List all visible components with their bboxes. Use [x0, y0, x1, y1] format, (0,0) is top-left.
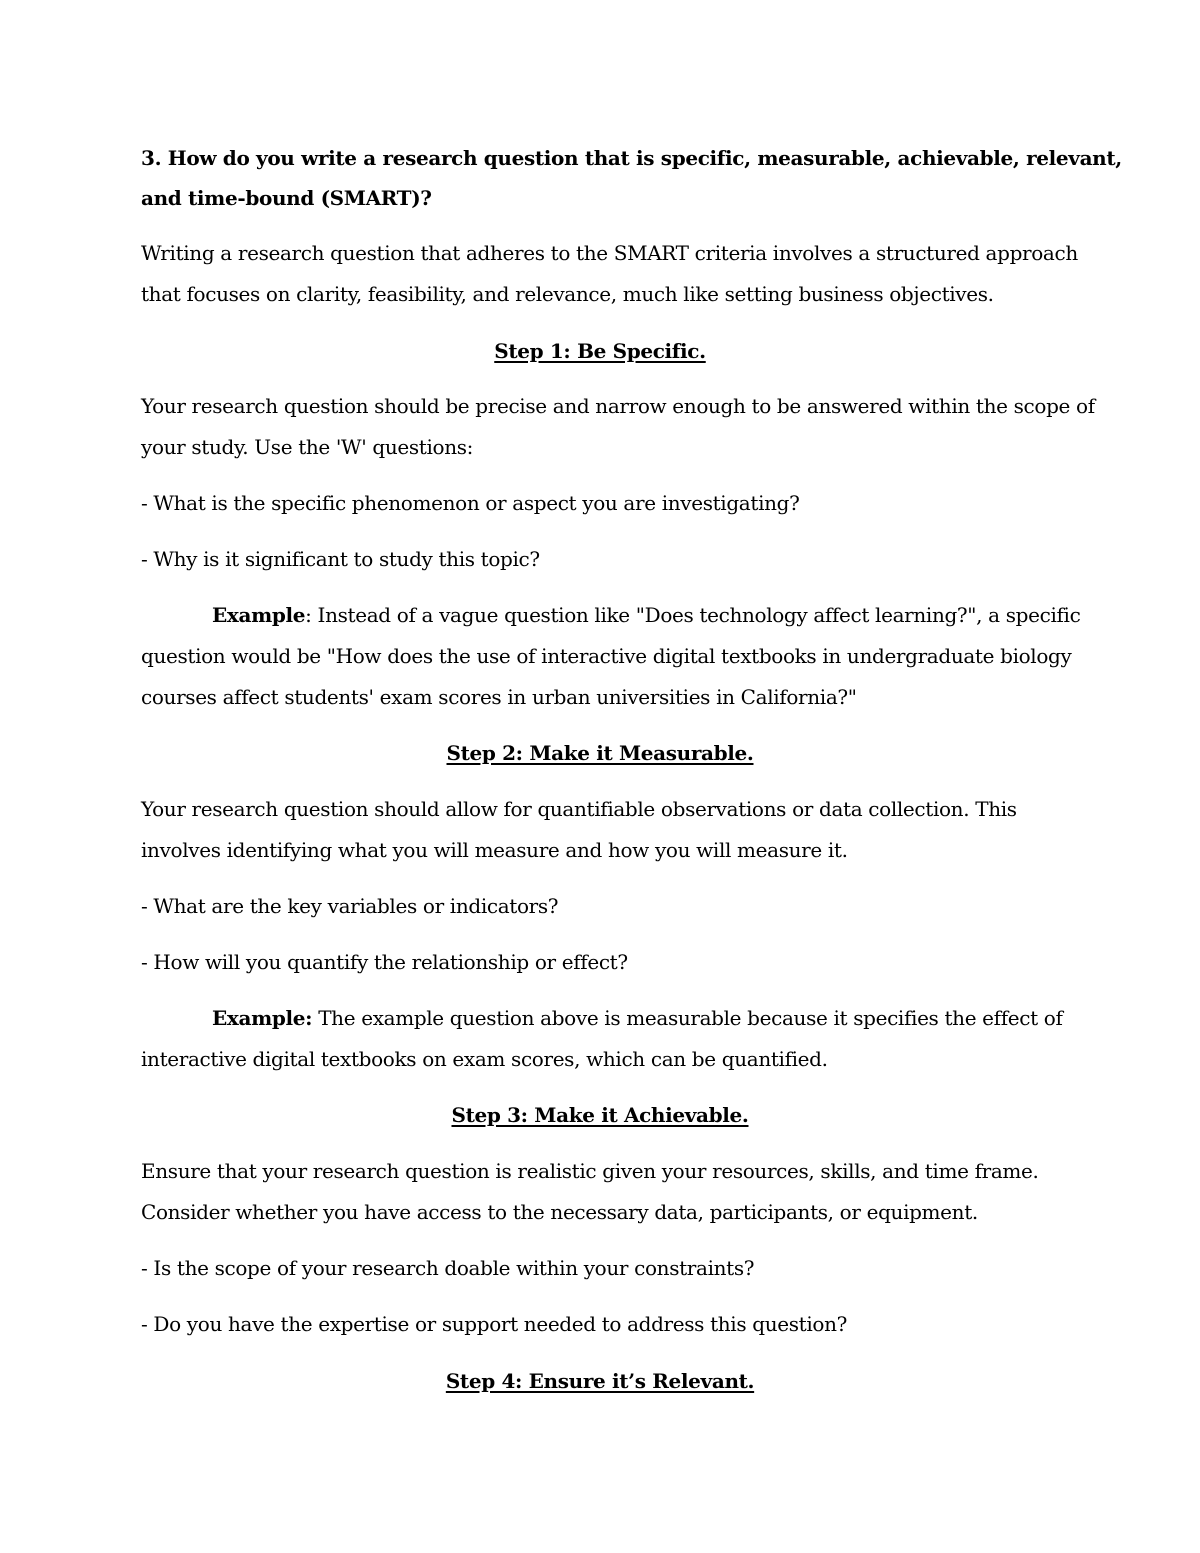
step-1-example [212, 602, 1080, 628]
step-2-body: Your research question should allow for quantifiable observations or data collection. This [141, 797, 1017, 821]
step-2-bullet-1: - What are the key variables or indicators? [141, 894, 559, 918]
step-3-heading: Step 3: Make it Achievable. [451, 1103, 749, 1127]
step-1-heading: Step 1: Be Specific. [494, 339, 706, 363]
step-2-bullet-2: - How will you quantify the relationship or effect? [141, 950, 628, 974]
intro-paragraph-continued: that focuses on clarity, feasibility, and relevance, much like setting business objectives. [141, 282, 994, 306]
step-1-body-continued: your study. Use the 'W' questions: [141, 435, 474, 459]
question-heading: 3. How do you write a research question that is specific, measurable, achievable, relevant, [141, 146, 1122, 170]
step-2-heading: Step 2: Make it Measurable. [446, 741, 754, 765]
question-heading-continued: and time-bound (SMART)? [141, 186, 432, 210]
step-3-body-continued: Consider whether you have access to the necessary data, participants, or equipment. [141, 1200, 978, 1224]
step-4-heading: Step 4: Ensure it’s Relevant. [445, 1369, 755, 1393]
step-3-bullet-1: - Is the scope of your research doable within your constraints? [141, 1256, 755, 1280]
example-label: Example [212, 603, 306, 627]
step-1-bullet-2: - Why is it significant to study this topic? [141, 547, 540, 571]
example-text: : Instead of a vague question like "Does technology affect learning?", a specific [305, 603, 1081, 627]
step-2-body-continued: involves identifying what you will measure and how you will measure it. [141, 838, 848, 862]
step-3-body: Ensure that your research question is realistic given your resources, skills, and time frame. [141, 1159, 1039, 1183]
step-3-bullet-2: - Do you have the expertise or support needed to address this question? [141, 1312, 847, 1336]
intro-paragraph: Writing a research question that adheres to the SMART criteria involves a structured approach [141, 241, 1078, 265]
step-2-example-continued: interactive digital textbooks on exam scores, which can be quantified. [141, 1047, 828, 1071]
example-label: Example: [212, 1006, 313, 1030]
step-2-example [212, 1005, 1063, 1031]
step-1-bullet-1: - What is the specific phenomenon or aspect you are investigating? [141, 491, 800, 515]
step-1-example-continued: question would be "How does the use of interactive digital textbooks in undergraduate biology [141, 644, 1072, 668]
step-1-body: Your research question should be precise and narrow enough to be answered within the scope of [141, 394, 1095, 418]
step-1-example-end: courses affect students' exam scores in urban universities in California?" [141, 685, 857, 709]
example-text: The example question above is measurable because it specifies the effect of [312, 1006, 1063, 1030]
